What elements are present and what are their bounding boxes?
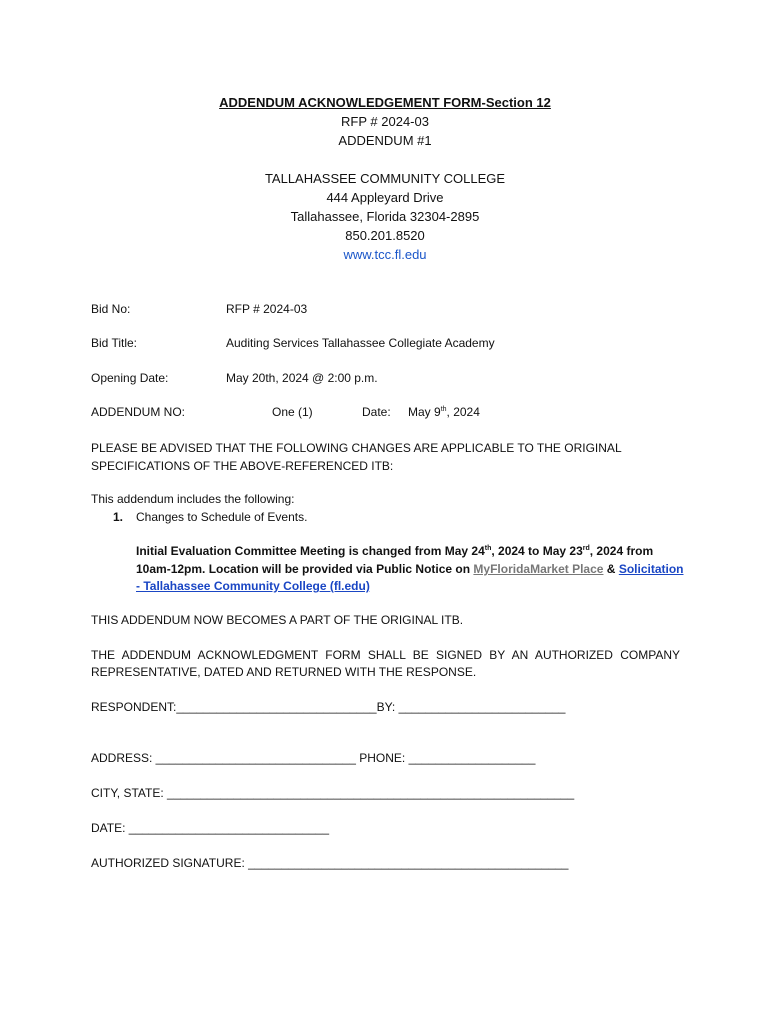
college-website-link[interactable]: www.tcc.fl.edu: [343, 247, 427, 262]
addendum-no-label: ADDENDUM NO:: [91, 405, 186, 419]
opening-date-value: May 20th, 2024 @ 2:00 p.m.: [226, 371, 378, 385]
solicitation-link[interactable]: Solicitation: [618, 562, 684, 576]
bid-no-value: RFP # 2024-03: [226, 302, 308, 316]
form-title: ADDENDUM ACKNOWLEDGEMENT FORM-Section 12: [219, 95, 551, 110]
change-line-1: Initial Evaluation Committee Meeting is changed from May 24th, 2024 to May 23rd, 2024 from: [136, 544, 654, 558]
advise-line-2: SPECIFICATIONS OF THE ABOVE-REFERENCED ITB:: [91, 459, 394, 473]
date-field[interactable]: DATE: ______________________________: [91, 821, 329, 835]
bid-title-label: Bid Title:: [91, 336, 138, 350]
respondent-field[interactable]: RESPONDENT:______________________________BY: _________________________: [91, 700, 566, 714]
college-city: Tallahassee, Florida 32304-2895: [290, 209, 480, 224]
signed-line-1: THE ADDENDUM ACKNOWLEDGMENT FORM SHALL BE SIGNED BY AN AUTHORIZED COMPANY: [91, 648, 680, 662]
city-state-field[interactable]: CITY, STATE: _____________________________________________________________: [91, 786, 575, 800]
college-phone: 850.201.8520: [345, 228, 425, 243]
signed-line-2: REPRESENTATIVE, DATED AND RETURNED WITH THE RESPONSE.: [91, 665, 477, 679]
solicitation-link-continued[interactable]: - Tallahassee Community College (fl.edu): [136, 579, 370, 593]
becomes-part-text: THIS ADDENDUM NOW BECOMES A PART OF THE ORIGINAL ITB.: [91, 613, 464, 627]
address-phone-field[interactable]: ADDRESS: ______________________________ PHONE: ___________________: [91, 751, 536, 765]
bid-no-label: Bid No:: [91, 302, 131, 316]
opening-date-label: Opening Date:: [91, 371, 169, 385]
myfloridamarket-link[interactable]: MyFloridaMarket Place: [473, 562, 604, 576]
advise-line-1: PLEASE BE ADVISED THAT THE FOLLOWING CHANGES ARE APPLICABLE TO THE ORIGINAL: [91, 441, 622, 455]
change-line-2: 10am-12pm. Location will be provided via Public Notice on MyFloridaMarket Place & Solicitation: [136, 562, 684, 576]
addendum-number: ADDENDUM #1: [338, 133, 432, 148]
authorized-signature-field[interactable]: AUTHORIZED SIGNATURE: ________________________________________________: [91, 856, 569, 870]
bid-title-value: Auditing Services Tallahassee Collegiate Academy: [226, 336, 495, 350]
college-street: 444 Appleyard Drive: [326, 190, 444, 205]
rfp-number: RFP # 2024-03: [341, 114, 429, 129]
college-name: TALLAHASSEE COMMUNITY COLLEGE: [264, 171, 506, 186]
includes-text: This addendum includes the following:: [91, 492, 295, 506]
date-value: May 9th, 2024: [408, 405, 480, 419]
date-label: Date:: [362, 405, 391, 419]
addendum-no-value: One (1): [272, 405, 313, 419]
list-item-number: 1.: [113, 510, 124, 524]
list-item-text: Changes to Schedule of Events.: [136, 510, 308, 524]
